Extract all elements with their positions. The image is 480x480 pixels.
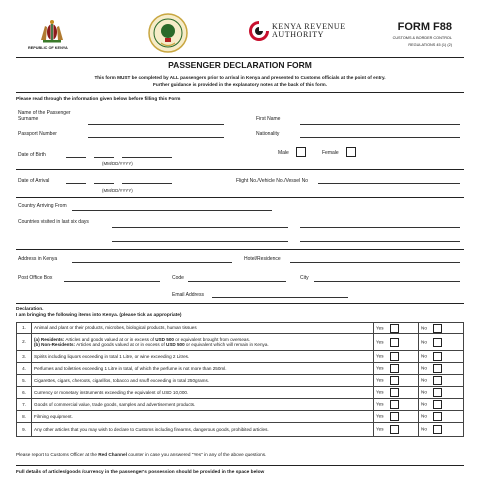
no-checkbox[interactable] xyxy=(433,324,442,333)
divider xyxy=(16,92,464,93)
no-cell xyxy=(419,387,464,399)
coat-of-arms-icon xyxy=(38,18,66,44)
no-cell xyxy=(419,351,464,363)
declaration-subheading: I am bringing the following items into Kenya. (please tick as appropriate) xyxy=(16,313,182,318)
yes-checkbox[interactable] xyxy=(390,425,399,434)
country-from-field[interactable] xyxy=(72,210,272,211)
surname-field[interactable] xyxy=(88,124,224,125)
yes-label: Yes xyxy=(376,353,384,359)
control-line2: REGULATIONS 45 (1) (2) xyxy=(408,43,452,47)
residents-text: Articles and goods valued at or in excess of xyxy=(64,336,156,342)
code-field[interactable] xyxy=(188,281,286,282)
row-text: Perfumes and toiletries exceeding 1 Litre in total, of which the perfume is not more than 250ml. xyxy=(32,363,374,375)
row-text: Any other articles that you may wish to declare to Customs including firearms, dangerous goods, prohibited articles. xyxy=(32,423,374,437)
hotel-label: Hotel/Residence xyxy=(244,256,281,262)
row-number: 6. xyxy=(17,387,32,399)
country-from-label: Country Arriving From xyxy=(18,203,67,209)
yes-cell xyxy=(374,351,419,363)
no-label: No xyxy=(421,325,427,331)
pobox-label: Post Office Box xyxy=(18,275,53,281)
intro-line2: Further guidance is provided in the explanatory notes at the back of this form. xyxy=(153,82,327,87)
yes-cell xyxy=(374,411,419,423)
intro-line1: This form MUST be completed by ALL passengers prior to arrival in Kenya and presented to Customs officials at the point of entry. xyxy=(94,75,386,80)
residents-label: (a) Residents: xyxy=(34,336,65,342)
email-field[interactable] xyxy=(212,297,348,298)
nationality-label: Nationality xyxy=(256,131,280,137)
header-divider xyxy=(16,57,464,58)
countries-visited-field-1[interactable] xyxy=(112,227,288,228)
form-number: FORM F88 xyxy=(397,21,452,33)
divider xyxy=(16,465,464,466)
yes-checkbox[interactable] xyxy=(390,324,399,333)
surname-label-2: Surname xyxy=(18,116,39,122)
no-checkbox[interactable] xyxy=(433,338,442,347)
no-checkbox[interactable] xyxy=(433,388,442,397)
table-row xyxy=(17,351,464,363)
yes-label: Yes xyxy=(376,389,384,395)
yes-label: Yes xyxy=(376,377,384,383)
arrival-year-field[interactable] xyxy=(122,183,172,184)
kra-logo-icon xyxy=(248,20,270,42)
declaration-heading: Declaration. xyxy=(16,307,44,312)
dob-month-field[interactable] xyxy=(66,157,86,158)
report-note-start: Please report to Customs Officer at the xyxy=(16,452,99,457)
table-row xyxy=(17,399,464,411)
table-row xyxy=(17,334,464,351)
yes-checkbox[interactable] xyxy=(390,364,399,373)
row-text: Animal and plant or their products, microbes, biological products, human tissues xyxy=(32,323,374,334)
passport-field[interactable] xyxy=(88,137,224,138)
residents-amount: USD 500 xyxy=(155,336,174,342)
yes-label: Yes xyxy=(376,426,384,432)
yes-label: Yes xyxy=(376,325,384,331)
countries-visited-field-2[interactable] xyxy=(300,227,460,228)
dob-year-field[interactable] xyxy=(122,157,172,158)
control-line1: CUSTOMS & BORDER CONTROL xyxy=(392,36,452,40)
yes-label: Yes xyxy=(376,339,384,345)
code-label: Code xyxy=(172,275,184,281)
non-residents-label: (b) Non-Residents: xyxy=(34,342,76,347)
row-text: Spirits including liquors exceeding in total 1 Litre, or wine exceeding 2 Litres. xyxy=(32,351,374,363)
report-note xyxy=(16,452,266,458)
dob-day-field[interactable] xyxy=(94,157,114,158)
dob-label: Date of Birth xyxy=(18,152,46,158)
female-checkbox[interactable] xyxy=(346,147,356,157)
no-cell xyxy=(419,375,464,387)
divider xyxy=(16,169,464,170)
address-label: Address in Kenya xyxy=(18,256,58,262)
first-name-field[interactable] xyxy=(300,124,460,125)
surname-label: Name of the Passenger xyxy=(18,110,71,116)
non-residents-text-end: or equivalent which will remain in Kenya. xyxy=(184,342,269,347)
yes-label: Yes xyxy=(376,401,384,407)
page-title: PASSENGER DECLARATION FORM xyxy=(168,60,312,70)
yes-checkbox[interactable] xyxy=(390,412,399,421)
yes-cell xyxy=(374,323,419,334)
no-label: No xyxy=(421,353,427,359)
yes-checkbox[interactable] xyxy=(390,400,399,409)
row-text: Currency or monetary instruments exceeding the equivalent of USD 10,000. xyxy=(32,387,374,399)
coat-caption: REPUBLIC OF KENYA xyxy=(28,46,68,50)
table-row xyxy=(17,423,464,437)
countries-visited-field-4[interactable] xyxy=(300,241,460,242)
no-checkbox[interactable] xyxy=(433,425,442,434)
no-cell xyxy=(419,423,464,437)
yes-cell xyxy=(374,334,419,351)
flight-field[interactable] xyxy=(318,183,460,184)
non-residents-amount: USD 500 xyxy=(166,342,185,347)
no-cell xyxy=(419,323,464,334)
male-label: Male xyxy=(278,150,289,156)
yes-cell xyxy=(374,423,419,437)
address-field[interactable] xyxy=(72,262,232,263)
no-checkbox[interactable] xyxy=(433,364,442,373)
flight-label: Flight No./Vehicle No./Vessel No xyxy=(236,178,308,184)
divider xyxy=(16,197,464,198)
yes-cell xyxy=(374,375,419,387)
table-row xyxy=(17,411,464,423)
table-row xyxy=(17,323,464,334)
arrival-month-field[interactable] xyxy=(66,183,86,184)
no-cell xyxy=(419,334,464,351)
no-label: No xyxy=(421,389,427,395)
row-number: 2. xyxy=(17,334,32,351)
yes-label: Yes xyxy=(376,413,384,419)
row-text xyxy=(32,334,374,351)
pobox-field[interactable] xyxy=(64,281,160,282)
city-label: City xyxy=(300,275,309,281)
countries-visited-field-3[interactable] xyxy=(112,241,288,242)
yes-checkbox[interactable] xyxy=(390,338,399,347)
row-number: 5. xyxy=(17,375,32,387)
non-residents-text: Articles and goods valued at or in excess of xyxy=(75,342,166,347)
no-label: No xyxy=(421,365,427,371)
yes-label: Yes xyxy=(376,365,384,371)
row-number: 7. xyxy=(17,399,32,411)
arrival-format: (MM/DD/YYYY) xyxy=(102,188,133,193)
row-number: 3. xyxy=(17,351,32,363)
no-checkbox[interactable] xyxy=(433,412,442,421)
countries-visited-label: Countries visited in last six days xyxy=(18,219,89,225)
row-number: 4. xyxy=(17,363,32,375)
no-cell xyxy=(419,399,464,411)
no-label: No xyxy=(421,426,427,432)
passport-label: Passport Number xyxy=(18,131,57,137)
no-label: No xyxy=(421,377,427,383)
row-number: 9. xyxy=(17,423,32,437)
row-text: Cigarettes, cigars, cheroots, cigarillos, tobacco and snuff exceeding in total 250grams. xyxy=(32,375,374,387)
first-name-label: First Name xyxy=(256,116,281,122)
table-row xyxy=(17,375,464,387)
kra-name-line1: KENYA REVENUE xyxy=(272,22,346,31)
yes-checkbox[interactable] xyxy=(390,376,399,385)
report-note-end: counter in case you answered "Yes" in any of the above questions. xyxy=(126,452,267,457)
footer-note: Full details of articles/goods /currency in the passenger's possession should be provided in the space below xyxy=(16,470,265,475)
table-row xyxy=(17,387,464,399)
no-checkbox[interactable] xyxy=(433,376,442,385)
row-text: Goods of commercial value, trade goods, samples and advertisement products. xyxy=(32,399,374,411)
yes-cell xyxy=(374,363,419,375)
row-number: 8. xyxy=(17,411,32,423)
row-text: Filming equipment. xyxy=(32,411,374,423)
dob-format: (MM/DD/YYYY) xyxy=(102,161,133,166)
hotel-field[interactable] xyxy=(290,262,460,263)
red-channel-label: Red Channel xyxy=(98,452,127,457)
nationality-field[interactable] xyxy=(300,137,460,138)
yes-cell xyxy=(374,387,419,399)
male-checkbox[interactable] xyxy=(296,147,306,157)
kra-name-line2: AUTHORITY xyxy=(272,30,325,39)
yes-checkbox[interactable] xyxy=(390,352,399,361)
read-note: Please read through the information given below before filling this Form xyxy=(16,97,181,102)
residents-text-end: or equivalent brought from overseas. xyxy=(173,336,251,342)
kenya-emblem-seal-icon xyxy=(148,13,188,53)
declaration-table xyxy=(16,322,464,437)
no-cell xyxy=(419,411,464,423)
no-label: No xyxy=(421,401,427,407)
row-number: 1. xyxy=(17,323,32,334)
no-label: No xyxy=(421,413,427,419)
arrival-label: Date of Arrival xyxy=(18,178,50,184)
no-checkbox[interactable] xyxy=(433,352,442,361)
no-checkbox[interactable] xyxy=(433,400,442,409)
city-field[interactable] xyxy=(314,281,460,282)
no-cell xyxy=(419,363,464,375)
yes-checkbox[interactable] xyxy=(390,388,399,397)
table-row xyxy=(17,363,464,375)
yes-cell xyxy=(374,399,419,411)
arrival-day-field[interactable] xyxy=(94,183,114,184)
female-label: Female xyxy=(322,150,339,156)
email-label: Email Address xyxy=(172,292,204,298)
divider xyxy=(16,249,464,250)
no-label: No xyxy=(421,339,427,345)
divider xyxy=(16,303,464,304)
